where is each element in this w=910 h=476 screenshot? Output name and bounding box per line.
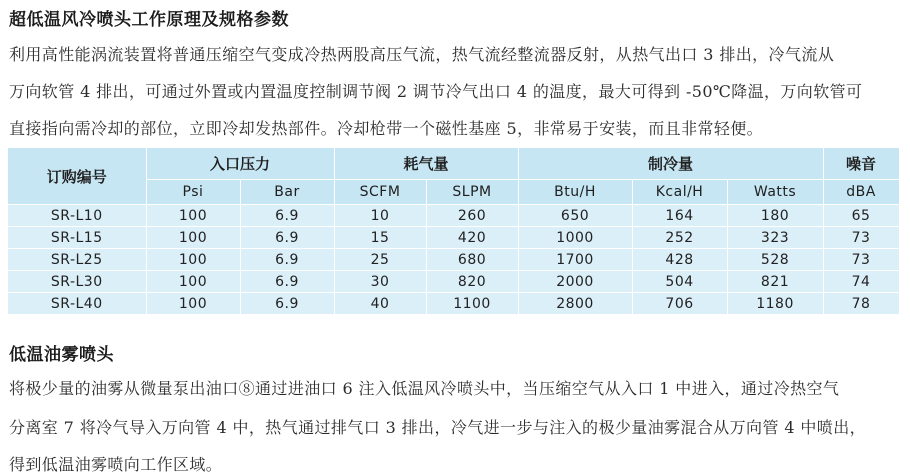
value-cell: 78	[823, 293, 899, 315]
value-cell: 680	[426, 249, 518, 271]
intro-line-3: 直接指向需冷却的部位，立即冷却发热部件。冷却枪带一个磁性基座 5，非常易于安装，而且非常轻便。	[9, 119, 764, 138]
header-order-number: 订购编号	[8, 148, 146, 205]
value-cell: 100	[146, 293, 240, 315]
value-cell: 821	[727, 271, 823, 293]
value-cell: 820	[426, 271, 518, 293]
value-cell: 180	[727, 205, 823, 227]
value-cell: 323	[727, 227, 823, 249]
value-cell: 528	[727, 249, 823, 271]
value-cell: 164	[632, 205, 727, 227]
model-cell: SR-L25	[8, 249, 146, 271]
unit-watts: Watts	[727, 180, 823, 205]
value-cell: 2800	[518, 293, 632, 315]
oil-mist-line-2: 分离室 7 将冷气导入万向管 4 中，热气通过排气口 3 排出，冷气进一步与注入的极少量油雾混合从万向管 4 中喷出，	[9, 418, 867, 437]
unit-scfm: SCFM	[334, 180, 426, 205]
value-cell: 30	[334, 271, 426, 293]
value-cell: 428	[632, 249, 727, 271]
header-inlet-pressure: 入口压力	[146, 148, 334, 180]
table-row	[8, 293, 899, 315]
value-cell: 252	[632, 227, 727, 249]
oil-mist-line-3: 得到低温油雾喷向工作区域。	[9, 455, 223, 474]
value-cell: 73	[823, 249, 899, 271]
value-cell: 100	[146, 227, 240, 249]
model-cell: SR-L30	[8, 271, 146, 293]
value-cell: 100	[146, 271, 240, 293]
value-cell: 15	[334, 227, 426, 249]
value-cell: 420	[426, 227, 518, 249]
value-cell: 10	[334, 205, 426, 227]
table-row	[8, 227, 899, 249]
value-cell: 6.9	[240, 293, 334, 315]
value-cell: 6.9	[240, 271, 334, 293]
spec-table	[8, 148, 900, 315]
header-air-consumption: 耗气量	[334, 148, 518, 180]
table-row	[8, 205, 899, 227]
value-cell: 25	[334, 249, 426, 271]
value-cell: 100	[146, 205, 240, 227]
value-cell: 260	[426, 205, 518, 227]
model-cell: SR-L10	[8, 205, 146, 227]
section-title-oil-mist-nozzle: 低温油雾喷头	[9, 345, 114, 365]
model-cell: SR-L15	[8, 227, 146, 249]
unit-psi: Psi	[146, 180, 240, 205]
value-cell: 1700	[518, 249, 632, 271]
unit-btu-h: Btu/H	[518, 180, 632, 205]
spec-table-body	[8, 205, 899, 315]
intro-line-1: 利用高性能涡流装置将普通压缩空气变成冷热两股高压气流，热气流经整流器反射，从热气出口 3 排出，冷气流从	[9, 45, 835, 64]
value-cell: 100	[146, 249, 240, 271]
value-cell: 65	[823, 205, 899, 227]
unit-slpm: SLPM	[426, 180, 518, 205]
value-cell: 1000	[518, 227, 632, 249]
value-cell: 1100	[426, 293, 518, 315]
value-cell: 650	[518, 205, 632, 227]
value-cell: 73	[823, 227, 899, 249]
value-cell: 504	[632, 271, 727, 293]
table-row	[8, 271, 899, 293]
table-row	[8, 249, 899, 271]
header-cooling-capacity: 制冷量	[518, 148, 823, 180]
header-noise: 噪音	[823, 148, 899, 180]
unit-kcal-h: Kcal/H	[632, 180, 727, 205]
value-cell: 74	[823, 271, 899, 293]
value-cell: 6.9	[240, 205, 334, 227]
value-cell: 1180	[727, 293, 823, 315]
intro-line-2: 万向软管 4 排出，可通过外置或内置温度控制调节阀 2 调节冷气出口 4 的温度，最大可得到 -50℃降温，万向软管可	[9, 82, 863, 101]
value-cell: 706	[632, 293, 727, 315]
value-cell: 6.9	[240, 227, 334, 249]
unit-dba: dBA	[823, 180, 899, 205]
oil-mist-line-1: 将极少量的油雾从微量泵出油口⑧通过进油口 6 注入低温风冷喷头中，当压缩空气从入口 1 中进入，通过冷热空气	[9, 379, 840, 398]
value-cell: 2000	[518, 271, 632, 293]
model-cell: SR-L40	[8, 293, 146, 315]
section-title-cold-air-nozzle: 超低温风冷喷头工作原理及规格参数	[9, 10, 289, 30]
value-cell: 6.9	[240, 249, 334, 271]
value-cell: 40	[334, 293, 426, 315]
unit-bar: Bar	[240, 180, 334, 205]
